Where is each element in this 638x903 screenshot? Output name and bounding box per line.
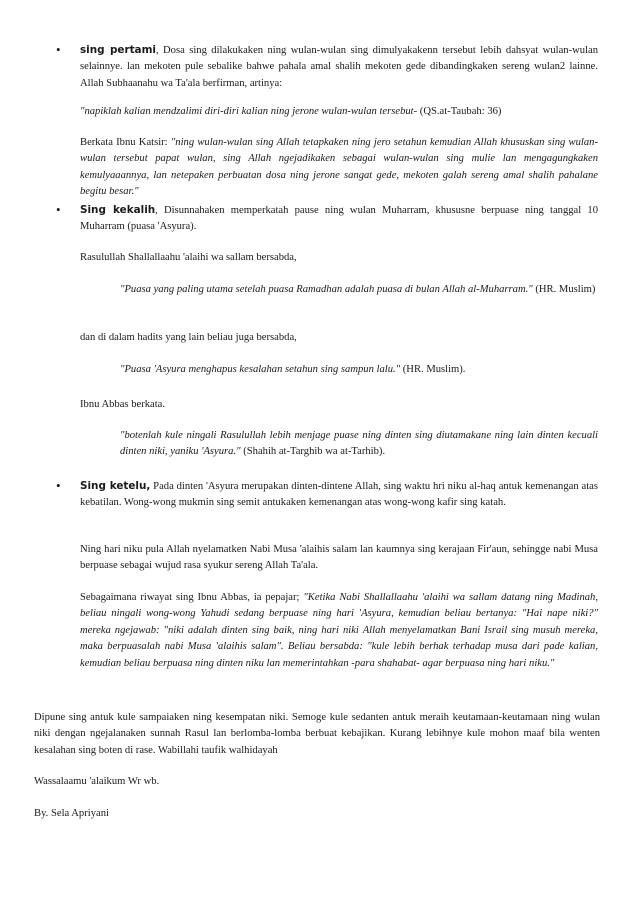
abbas-quote-text: "botenlah kule ningali Rasulullah lebih menjage puase ning dinten sing diutamakane ning lain dinten kecuali dinten niki, yaniku 'Asyura."	[120, 430, 598, 458]
salam-text: Wassalaamu 'alaikum Wr wb.	[34, 776, 160, 787]
ibnu-katsir-intro: Berkata Ibnu Katsir:	[80, 137, 171, 148]
abbas-quote	[120, 428, 598, 461]
riwayat-quote: "Ketika Nabi Shallallaahu 'alaihi wa sallam datang ning Madinah, beliau ningali wong-wong Yahudi sedang berpuase ning hari 'Asyura, kemudian beliau bertanya: "Hai nape niki?" mereka ngejawab: "niki adalah dinten sing baik, ning hari niki Allah menyelamatkan Bani Israil sing musuh mereka, maka berpuasalah nabi Musa 'alaihis salam". Beliau bersabda: "kule lebih berhak terhadap musa dari pade kalian, kemudian beliau berpuasa ning dinten niku lan memerintahkan -para shahabat- agar berpuasa ning hari niku."	[80, 592, 598, 669]
closing-text: Dipune sing antuk kule sampaiaken ning kesempatan niki. Semoge kule sedanten antuk meraih keutamaan-keutamaan ning wulan niki dengan ngejalanaken sunnah Rasul lan berlomba-lomba berbuat kebajikan. Kurang lebihnye kule mohon maaf bila wenten kesalahan sing boten di rase. Wabillahi taufik walhidayah	[34, 712, 600, 756]
ibnu-katsir-quote: "ning wulan-wulan sing Allah tetapkaken ning jero setahun kemudian Allah khususkan sing wulan-wulan tersebut papat wulan, sing Allah ngejadikaken sebagai wulan-wulan sing mulie lan mengagungkaken kemulyaaannya, lan netepaken perbuatan dosa ning jerone sangat gede, mekoten galah sereng amal shalih pahalane begitu besar."	[80, 137, 598, 198]
point-two-paragraph	[80, 202, 598, 236]
bullet-point-icon: •	[56, 202, 61, 217]
asyura-quote	[120, 362, 598, 378]
rasulullah-text: Rasulullah Shallallaahu 'alaihi wa sallam bersabda,	[80, 252, 297, 263]
rasulullah-line	[80, 250, 598, 266]
riwayat-paragraph	[80, 590, 598, 672]
point-one-keyword: sing pertami	[80, 44, 156, 56]
ramadhan-quote	[80, 282, 598, 298]
author-line	[34, 806, 600, 822]
point-three-paragraph	[80, 478, 598, 512]
closing-paragraph	[34, 710, 600, 759]
salam-line	[34, 774, 600, 790]
point-one-text: , Dosa sing dilakukaken ning wulan-wulan sing dimulyakakenn tersebut lebih dahsyat wulan-wulan selainnye. lan mekoten pule sebalike bahwe pahala amal shalih mekoten gede dibandingkaken sereng wulan2 lainne. Allah Subhaanahu wa Ta'ala berfirman, artinya:	[80, 45, 598, 89]
point-three-keyword: Sing ketelu,	[80, 480, 151, 492]
ibnu-abbas-text: Ibnu Abbas berkata.	[80, 399, 166, 410]
asyura-quote-text: "Puasa 'Asyura menghapus kesalahan setahun sing sampun lalu."	[120, 364, 401, 375]
point-one-paragraph	[80, 42, 598, 92]
abbas-quote-ref: (Shahih at-Targhib wa at-Tarhib).	[240, 446, 386, 458]
bullet-point-icon: •	[56, 42, 61, 57]
bullet-point-icon: •	[56, 478, 61, 493]
point-three-text: Pada dinten 'Asyura merupakan dinten-dintene Allah, sing waktu hri niku al-haq antuk kemenangan atas kebatilan. Wong-wong mukmin sing semit antukaken kemenangan atas wong-wong kafir sing katah.	[80, 481, 598, 509]
nabi-musa-text: Ning hari niku pula Allah nyelamatken Nabi Musa 'alaihis salam lan kaumnya sing kerajaan Fir'aun, sehingge nabi Musa berpuase sebagai wujud rasa syukur sereng Allah Ta'ala.	[80, 544, 598, 572]
hadits-text: dan di dalam hadits yang lain beliau juga bersabda,	[80, 332, 297, 343]
ibnu-katsir-paragraph	[80, 135, 598, 201]
riwayat-intro: Sebagaimana riwayat sing Ibnu Abbas, ia pepajar;	[80, 592, 304, 603]
ramadhan-quote-text: "Puasa yang paling utama setelah puasa Ramadhan adalah puasa di bulan Allah al-Muharram."	[120, 284, 533, 295]
nabi-musa-paragraph	[80, 542, 598, 575]
hadits-line	[80, 330, 598, 346]
ramadhan-quote-ref: (HR. Muslim)	[532, 284, 596, 295]
asyura-quote-ref: (HR. Muslim).	[400, 364, 466, 375]
author-text: By. Sela Apriyani	[34, 808, 109, 819]
point-two-text: , Disunnahaken memperkatah pause ning wulan Muharram, khususne berpuase ning tanggal 10 Muharram (puasa 'Asyura).	[80, 205, 598, 233]
tawbah-quote-text: "napiklah kalian mendzalimi diri-diri kalian ning jerone wulan-wulan tersebut-	[80, 106, 418, 117]
tawbah-quote-ref: (QS.at-Taubah: 36)	[417, 106, 502, 117]
point-two-keyword: Sing kekalih	[80, 204, 156, 216]
ibnu-abbas-line	[80, 397, 598, 413]
tawbah-quote	[80, 104, 598, 120]
